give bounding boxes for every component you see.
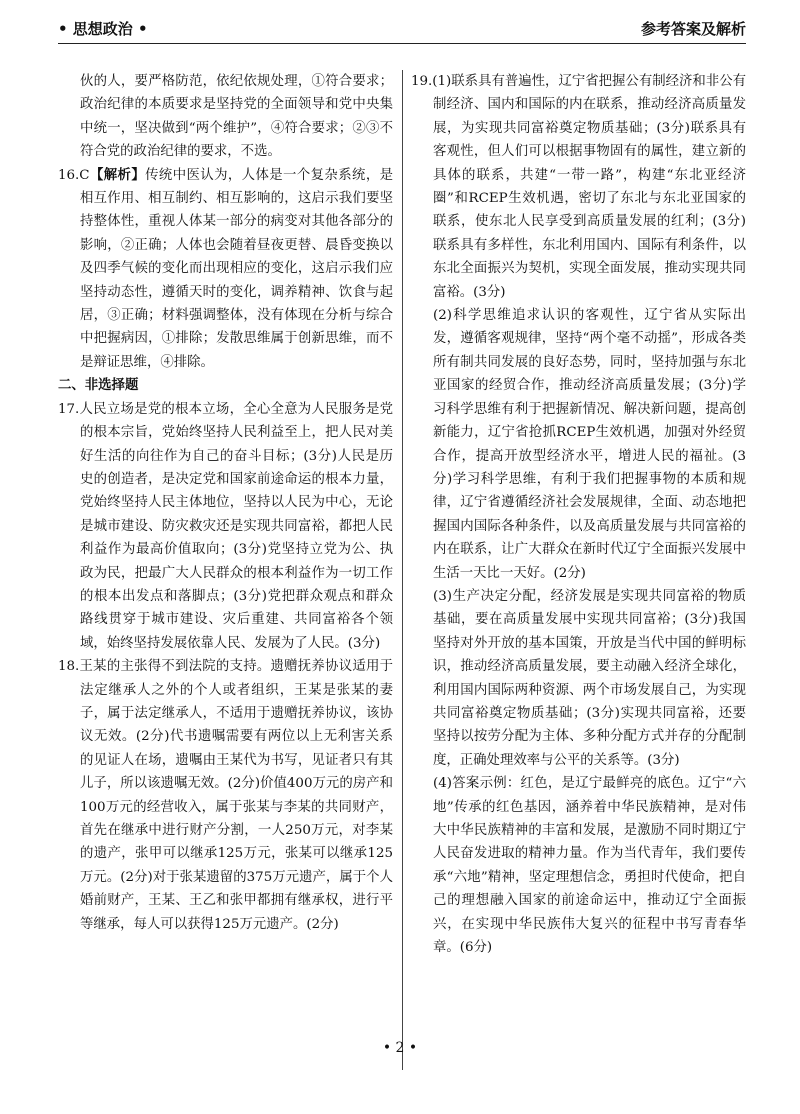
q16-analysis-tag: 【解析】 [89, 166, 146, 183]
q15-continuation: 伙的人，要严格防范，依纪依规处理，①符合要求；政治纪律的本质要求是坚持党的全面领导和党中央集中统一，坚决做到“两个维护”，④符合要求；②③不符合党的政治纪律的要求，不选。 [80, 74, 393, 160]
q18-answer: 18.王某的主张得不到法院的支持。遗赠抚养协议适用于法定继承人之外的个人或者组织，王某是张某的妻子，属于法定继承人，不适用于遗赠抚养协议，该协议无效。(2分)代书遗嘱需要有两位以上无利害关系的见证人在场，遗嘱由王某代为书写，见证者只有其儿子，所以该遗嘱无效。(2分)价值400万元的房产和100万元的经营收入，属于张某与李某的共同财产，首先在继承中进行财产分割，一人250万元，对李某的遗产，张甲可以继承125万元，张某可以继承125万元。(2分)对于张某遗留的375万元遗产，属于个人婚前财产，王某、王乙和张甲都拥有继承权，进行平等继承，每人可以获得125万元遗产。(2分) [58, 659, 393, 932]
q19-part2: (2)科学思维追求认识的客观性，辽宁省从实际出发，遵循客观规律，坚持“两个毫不动摇”，形成各类所有制共同发展的良好态势，同时，坚持加强与东北亚国家的经贸合作，推动经济高质量发展；(3分)学习科学思维有利于把握新情况、解决新问题，提高创新能力，辽宁省抢抓RCEP生效机遇，加强对外经贸合作，提高开放型经济水平，增进人民的福祉。(3分)学习科学思维，有利于我们把握事物的本质和规律，辽宁省遵循经济社会发展规律，全面、动态地把握国内国际各种条件，以及高质量发展与共同富裕的内在联系，让广大群众在新时代辽宁全面振兴发展中生活一天比一天好。(2分) [433, 308, 746, 581]
page-number: • 2 • [382, 1040, 418, 1056]
content-columns [58, 70, 746, 1070]
answer-key-title: 参考答案及解析 [640, 20, 746, 38]
page-header [58, 14, 746, 44]
q16-text: 传统中医认为，人体是一个复杂系统，是相互作用、相互制约、相互影响的，这启示我们要坚持整体性，重视人体某一部分的病变对其他各部分的影响，②正确；人体也会随着昼夜更替、晨昏变换以及四季气候的变化而出现相应的变化，这启示我们应坚持动态性，遵循天时的变化，调养精神、饮食与起居，③正确；材料强调整体，没有体现在分析与综合中把握病因，①排除；发散思维属于创新思维，而不是辩证思维，④排除。 [80, 167, 394, 370]
left-column [58, 70, 402, 1070]
section-heading: 二、非选择题 [58, 378, 139, 394]
q19-part3: (3)生产决定分配，经济发展是实现共同富裕的物质基础，要在高质量发展中实现共同富裕；(3分)我国坚持对外开放的基本国策，开放是当代中国的鲜明标识，推动经济高质量发展，要主动融入经济全球化，利用国内国际两种资源、两个市场发展自己，为实现共同富裕奠定物质基础；(3分)实现共同富裕，还要坚持以按劳分配为主体、多种分配方式并存的分配制度，正确处理效率与公平的关系等。(3分) [433, 588, 746, 768]
q19-part4: (4)答案示例：红色，是辽宁最鲜亮的底色。辽宁“六地”传承的红色基因，涵养着中华民族精神，是对伟大中华民族精神的丰富和发展，是激励不同时期辽宁人民奋发进取的精神力量。作为当代青年，我们要传承“六地”精神，坚定理想信念，勇担时代使命，把自己的理想融入国家的前途命运中，推动辽宁全面振兴，在实现中华民族伟大复兴的征程中书写青春华章。(6分) [433, 776, 746, 956]
q16-answer [58, 164, 393, 375]
q17-answer: 17.人民立场是党的根本立场，全心全意为人民服务是党的根本宗旨，党始终坚持人民利益至上，把人民对美好生活的向往作为自己的奋斗目标；(3分)人民是历史的创造者，是决定党和国家前途命运的根本力量，党始终坚持人民主体地位，坚持以人民为中心，无论是城市建设、防灾救灾还是实现共同富裕，都把人民利益作为最高价值取向；(3分)党坚持立党为公、执政为民，把最广大人民群众的根本利益作为一切工作的根本出发点和落脚点；(3分)党把群众观点和群众路线贯穿于城市建设、灾后重建、共同富裕各个领域，始终坚持发展依靠人民、发展为了人民。(3分) [58, 401, 393, 651]
right-column [402, 70, 746, 1070]
q16-label: 16.C [58, 167, 90, 183]
q19-part1: 19.(1)联系具有普遍性，辽宁省把握公有制经济和非公有制经济、国内和国际的内在联系，推动经济高质量发展，为实现共同富裕奠定物质基础；(3分)联系具有客观性，但人们可以根据事物固有的属性，建立新的具体的联系，共建“一带一路”，构建“东北亚经济圈”和RCEP生效机遇，密切了东北与东北亚国家的联系，使东北人民享受到高质量发展的红利；(3分)联系具有多样性，东北利用国内、国际有利条件，以东北全面振兴为契机，实现全面发展，推动实现共同富裕。(3分) [411, 74, 746, 300]
subject-title: • 思想政治 • [58, 20, 148, 38]
